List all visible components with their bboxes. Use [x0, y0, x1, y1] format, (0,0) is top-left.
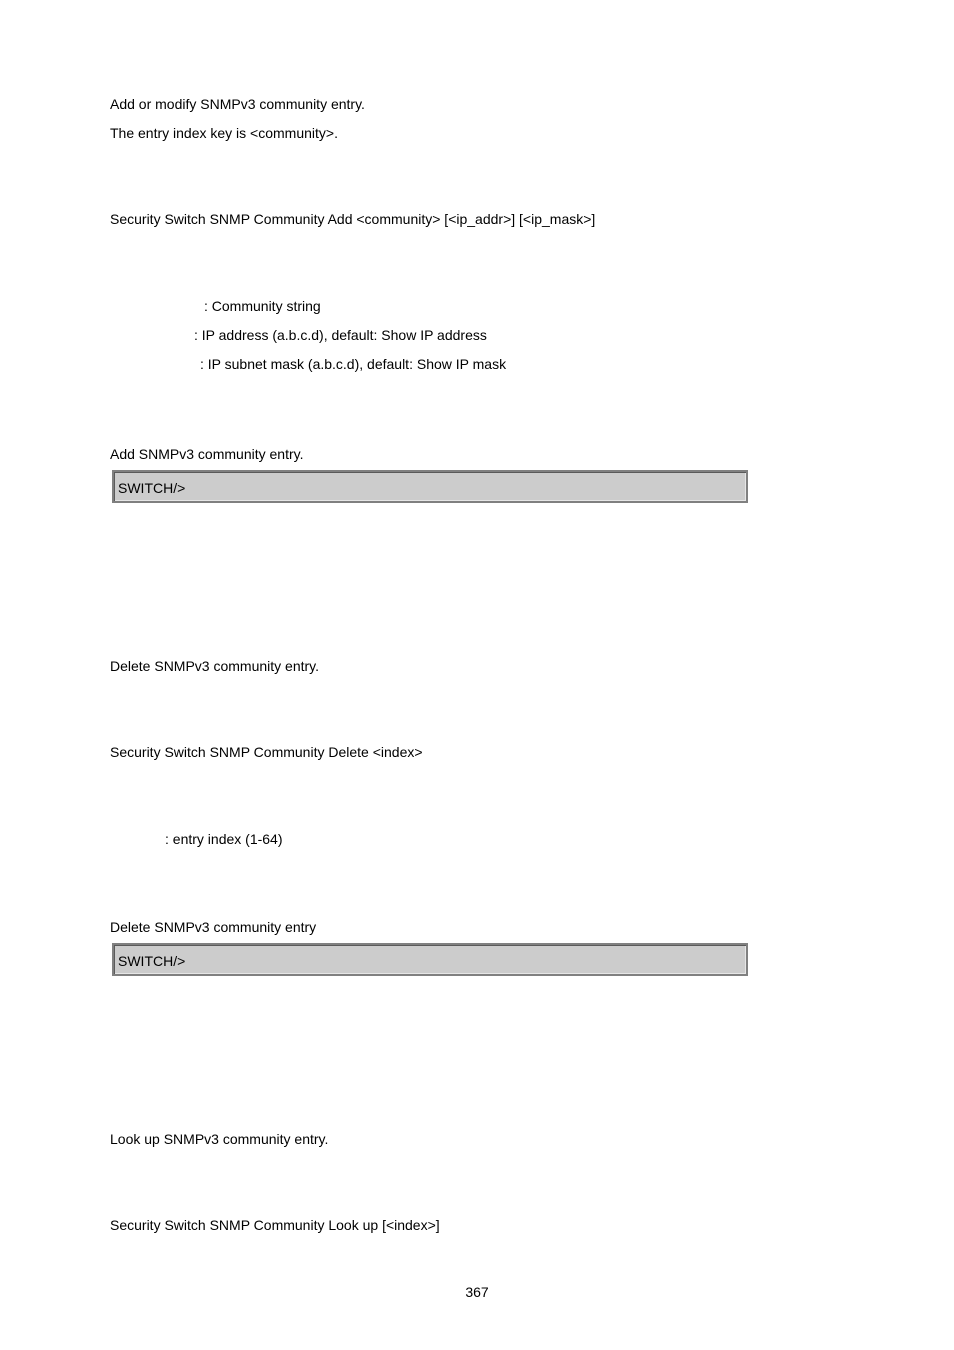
console-prompt: SWITCH/> — [118, 953, 186, 969]
console-prompt: SWITCH/> — [118, 480, 186, 496]
param-ip-addr-desc: : IP address (a.b.c.d), default: Show IP address — [194, 327, 487, 343]
add-description-line-1: Add or modify SNMPv3 community entry. — [110, 96, 365, 112]
add-example-console — [112, 470, 748, 503]
add-syntax: Security Switch SNMP Community Add <community> [<ip_addr>] [<ip_mask>] — [110, 211, 596, 227]
page-number: 367 — [465, 1284, 489, 1300]
add-description-line-2: The entry index key is <community>. — [110, 125, 338, 141]
delete-description: Delete SNMPv3 community entry. — [110, 658, 320, 674]
lookup-syntax: Security Switch SNMP Community Look up [<index>] — [110, 1217, 440, 1233]
param-ip-mask-desc: : IP subnet mask (a.b.c.d), default: Show IP mask — [200, 356, 507, 372]
delete-example-console — [112, 943, 748, 976]
lookup-description: Look up SNMPv3 community entry. — [110, 1131, 329, 1147]
add-example-text: Add SNMPv3 community entry. — [110, 446, 304, 462]
param-index-desc: : entry index (1-64) — [165, 831, 283, 847]
delete-syntax: Security Switch SNMP Community Delete <index> — [110, 744, 423, 760]
delete-example-text: Delete SNMPv3 community entry — [110, 919, 317, 935]
param-community-desc: : Community string — [204, 298, 321, 314]
